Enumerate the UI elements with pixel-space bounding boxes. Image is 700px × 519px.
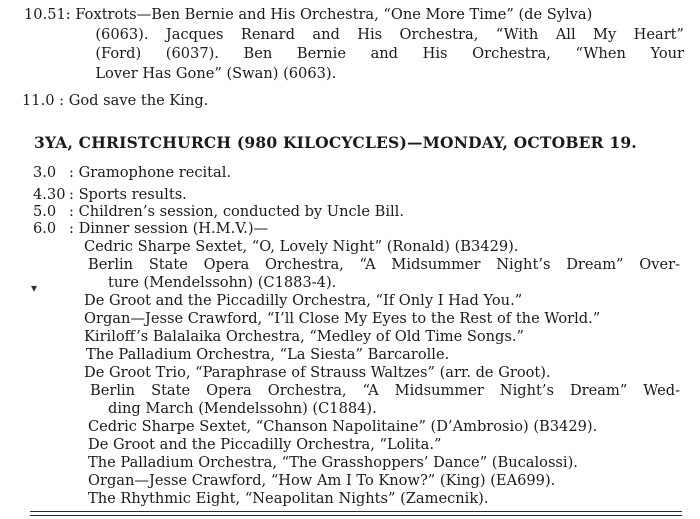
entry-separator: :: [59, 92, 65, 109]
entry-line: (Ford) (6037). Ben Bernie and His Orchestra, “When Your: [95, 45, 684, 62]
entry-line: (6063). Jacques Renard and His Orchestra, “With All My Heart”: [95, 25, 684, 43]
entry-text: [69, 91, 682, 111]
programme-entry-1051: [24, 5, 684, 83]
programme-entry-1100: [22, 91, 682, 111]
dinner-item: Cedric Sharpe Sextet, “O, Lovely Night” (Ronald) (B3429).: [84, 238, 519, 255]
dinner-item: Kiriloff’s Balalaika Orchestra, “Medley of Old Time Songs.”: [84, 328, 524, 345]
dinner-item: Berlin State Opera Orchestra, “A Midsummer Night’s Dream” Over-: [88, 256, 680, 273]
entry-line: God save the King.: [68, 92, 209, 109]
entry-time: 5.0: [33, 203, 57, 220]
entry-text: Sports results.: [78, 186, 187, 203]
ink-speck: ▾: [31, 281, 38, 295]
entry-time: 10.51: [24, 6, 66, 23]
dinner-item: De Groot and the Piccadilly Orchestra, “Lolita.”: [88, 436, 442, 453]
entry-separator: :: [69, 220, 74, 237]
entry-separator: :: [69, 164, 74, 181]
entry-separator: :: [69, 186, 74, 203]
station-heading: 3YA, CHRISTCHURCH (980 KILOCYCLES)—MONDAY, OCTOBER 19.: [34, 133, 637, 152]
entry-separator: :: [69, 203, 74, 220]
entry-time: 11.0: [22, 92, 55, 109]
dinner-item: Organ—Jesse Crawford, “I’ll Close My Eyes to the Rest of the World.”: [84, 310, 601, 327]
entry-text: Gramophone recital.: [78, 164, 232, 181]
entry-text: [75, 5, 684, 83]
entry-separator: :: [65, 6, 71, 23]
entry-text: Children’s session, conducted by Uncle Bill.: [78, 203, 404, 220]
entry-line: Foxtrots—Ben Bernie and His Orchestra, “One More Time” (de Sylva): [75, 6, 593, 23]
dinner-item: Organ—Jesse Crawford, “How Am I To Know?” (King) (EA699).: [88, 472, 556, 489]
entry-time: 3.0: [33, 164, 57, 181]
entry-text: Dinner session (H.M.V.)—: [78, 220, 269, 237]
dinner-item: ture (Mendelssohn) (C1883-4).: [108, 274, 337, 291]
entry-line: Lover Has Gone” (Swan) (6063).: [95, 64, 337, 82]
dinner-item: The Rhythmic Eight, “Neapolitan Nights” (Zamecnik).: [88, 490, 489, 507]
dinner-item: De Groot and the Piccadilly Orchestra, “If Only I Had You.”: [84, 292, 523, 309]
schedule-entry-300: [33, 163, 673, 183]
dinner-item: De Groot Trio, “Paraphrase of Strauss Waltzes” (arr. de Groot).: [84, 364, 551, 381]
entry-time: 6.0: [33, 220, 57, 237]
dinner-item: ding March (Mendelssohn) (C1884).: [108, 400, 377, 417]
bottom-rule-thin: [30, 515, 682, 516]
entry-time: 4.30: [33, 186, 66, 203]
schedule-entry-600: [33, 219, 673, 239]
dinner-item: The Palladium Orchestra, “La Siesta” Barcarolle.: [86, 346, 450, 363]
dinner-item: Cedric Sharpe Sextet, “Chanson Napolitaine” (D’Ambrosio) (B3429).: [88, 418, 598, 435]
dinner-item: The Palladium Orchestra, “The Grasshoppers’ Dance” (Bucalossi).: [88, 454, 578, 471]
dinner-item: Berlin State Opera Orchestra, “A Midsummer Night’s Dream” Wed-: [90, 382, 680, 399]
bottom-rule: [30, 511, 682, 512]
